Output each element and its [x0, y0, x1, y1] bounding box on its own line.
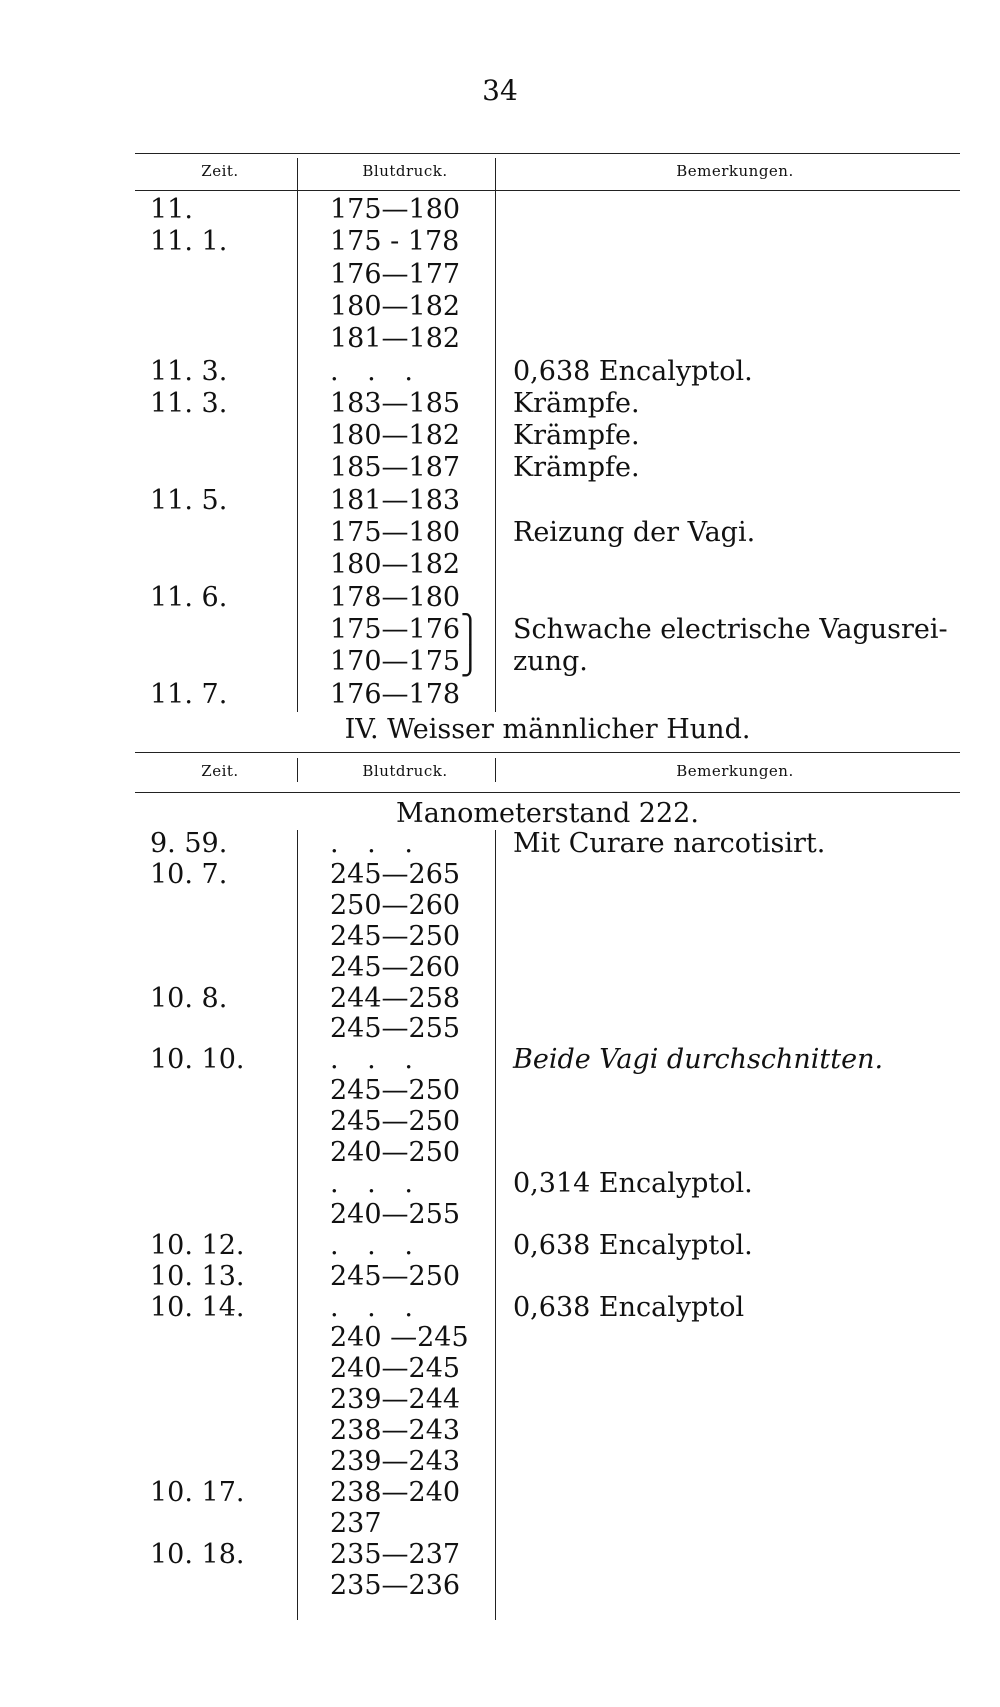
cell-blutdruck: 175—180: [330, 517, 461, 548]
cell-blutdruck: 245—255: [330, 1013, 461, 1045]
header-bemerkungen: Bemerkungen.: [676, 162, 794, 180]
cell-bemerkungen: Krämpfe.: [513, 420, 640, 452]
cell-bemerkungen: Schwache electrische Vagusrei-: [513, 613, 948, 645]
cell-bemerkungen: 0,314 Encalyptol.: [513, 1167, 753, 1199]
cell-bemerkungen: 0,638 Encalyptol: [513, 1291, 745, 1323]
table-row: [135, 582, 960, 613]
table-row: [135, 646, 960, 677]
table-row: [135, 1230, 960, 1261]
table-row: [135, 485, 960, 516]
cell-blutdruck: 235—237: [330, 1538, 461, 1570]
table-row: [135, 859, 960, 890]
cell-blutdruck: . . .: [330, 828, 423, 859]
cell-blutdruck: 245—250: [330, 1106, 461, 1138]
cell-blutdruck: 176—178: [330, 678, 461, 710]
section-title: IV. Weisser männlicher Hund.: [344, 714, 751, 745]
header2-blutdruck: Blutdruck.: [362, 762, 448, 780]
table2-header-bottom-rule: [135, 792, 960, 793]
cell-blutdruck: 250—260: [330, 889, 461, 921]
table-row: [135, 921, 960, 952]
table2-column-divider-2: [495, 758, 496, 782]
cell-blutdruck: . . .: [330, 1044, 423, 1076]
table-row: [135, 517, 960, 548]
cell-blutdruck: 238—243: [330, 1415, 461, 1447]
table-row: [135, 1539, 960, 1570]
table-row: [135, 983, 960, 1014]
table-row: [135, 388, 960, 419]
cell-blutdruck: 240—255: [330, 1198, 461, 1230]
cell-bemerkungen: Reizung der Vagi.: [513, 517, 756, 548]
cell-zeit: 10. 8.: [150, 982, 228, 1014]
table-row: [135, 1415, 960, 1446]
cell-blutdruck: 245—250: [330, 1260, 461, 1292]
table-row: [135, 323, 960, 354]
page-number: 34: [482, 74, 518, 107]
cell-blutdruck: . . .: [330, 1229, 423, 1261]
header2-zeit: Zeit.: [201, 762, 239, 780]
table-top-rule: [135, 153, 960, 154]
cell-blutdruck: 181—183: [330, 484, 461, 516]
cell-blutdruck: . . .: [330, 355, 423, 387]
cell-blutdruck: 239—244: [330, 1384, 461, 1416]
table-row: [135, 420, 960, 451]
table-row: [135, 1261, 960, 1292]
cell-blutdruck: 175—180: [330, 194, 461, 225]
table-row: [135, 1353, 960, 1384]
cell-bemerkungen: zung.: [513, 646, 588, 678]
cell-zeit: 11.: [150, 194, 193, 225]
cell-zeit: 11. 3.: [150, 387, 228, 419]
table-row: [135, 452, 960, 483]
table-row: [135, 291, 960, 322]
table-row: [135, 1137, 960, 1168]
cell-blutdruck: 180—182: [330, 420, 461, 452]
cell-blutdruck: 237: [330, 1507, 382, 1539]
cell-zeit: 10. 10.: [150, 1044, 245, 1076]
cell-bemerkungen: Beide Vagi durchschnitten.: [513, 1044, 884, 1076]
cell-zeit: 10. 13.: [150, 1260, 245, 1292]
cell-zeit: 10. 14.: [150, 1291, 245, 1323]
table-row: [135, 1199, 960, 1230]
table-row: [135, 1168, 960, 1199]
cell-zeit: 11. 3.: [150, 355, 228, 387]
table-row: [135, 1570, 960, 1601]
table-row: [135, 1384, 960, 1415]
table-row: [135, 1106, 960, 1137]
table2-top-rule: [135, 752, 960, 753]
table-row: [135, 679, 960, 710]
header-blutdruck: Blutdruck.: [362, 162, 448, 180]
cell-zeit: 11. 5.: [150, 484, 228, 516]
cell-blutdruck: 175 - 178: [330, 226, 460, 258]
table-blood-pressure-1: [135, 150, 960, 730]
cell-blutdruck: 178—180: [330, 581, 461, 613]
table-row: [135, 1075, 960, 1106]
cell-blutdruck: 245—265: [330, 858, 461, 890]
cell-blutdruck: 183—185: [330, 387, 461, 419]
cell-zeit: 10. 7.: [150, 858, 228, 890]
cell-zeit: 9. 59.: [150, 828, 228, 859]
cell-blutdruck: 180—182: [330, 290, 461, 322]
cell-blutdruck: 238—240: [330, 1476, 461, 1508]
cell-bemerkungen: Krämpfe.: [513, 452, 640, 484]
table-row: [135, 828, 960, 859]
header-bottom-rule: [135, 190, 960, 191]
cell-bemerkungen: Krämpfe.: [513, 387, 640, 419]
table-row: [135, 226, 960, 257]
table-row: [135, 1322, 960, 1353]
cell-zeit: 10. 17.: [150, 1476, 245, 1508]
cell-blutdruck: . . .: [330, 1291, 423, 1323]
cell-blutdruck: 240—250: [330, 1137, 461, 1168]
cell-blutdruck: 240 —245: [330, 1322, 469, 1354]
table-row: [135, 1477, 960, 1508]
cell-blutdruck: 180—182: [330, 549, 461, 581]
table-row: [135, 1446, 960, 1477]
table-row: [135, 1044, 960, 1075]
cell-bemerkungen: 0,638 Encalyptol.: [513, 1229, 753, 1261]
cell-zeit: 11. 6.: [150, 581, 228, 613]
cell-blutdruck: 175—176⎫: [330, 613, 481, 645]
cell-zeit: 10. 12.: [150, 1229, 245, 1261]
cell-blutdruck: 185—187: [330, 452, 461, 484]
table-row: [135, 952, 960, 983]
table-row: [135, 356, 960, 387]
table-row: [135, 614, 960, 645]
table-row: [135, 890, 960, 921]
cell-blutdruck: . . .: [330, 1167, 423, 1199]
header2-bemerkungen: Bemerkungen.: [676, 762, 794, 780]
cell-blutdruck: 176—177: [330, 258, 461, 290]
cell-blutdruck: 244—258: [330, 982, 461, 1014]
table-row: [135, 1292, 960, 1323]
cell-zeit: 11. 1.: [150, 226, 228, 258]
cell-zeit: 10. 18.: [150, 1538, 245, 1570]
cell-bemerkungen: Mit Curare narcotisirt.: [513, 828, 826, 859]
table-row: [135, 1013, 960, 1044]
table-row: [135, 1508, 960, 1539]
header-zeit: Zeit.: [201, 162, 239, 180]
table-row: [135, 259, 960, 290]
manometer-reading: Manometerstand 222.: [396, 798, 699, 829]
cell-blutdruck: 235—236: [330, 1569, 461, 1601]
table2-column-divider-1: [297, 758, 298, 782]
cell-bemerkungen: 0,638 Encalyptol.: [513, 355, 753, 387]
table-row: [135, 549, 960, 580]
cell-blutdruck: 245—260: [330, 951, 461, 983]
cell-blutdruck: 245—250: [330, 920, 461, 952]
cell-blutdruck: 170—175⎭: [330, 646, 481, 678]
cell-zeit: 11. 7.: [150, 678, 228, 710]
cell-blutdruck: 245—250: [330, 1075, 461, 1107]
cell-blutdruck: 181—182: [330, 323, 461, 355]
table-blood-pressure-2: [135, 748, 960, 1628]
table-row: [135, 194, 960, 225]
cell-blutdruck: 240—245: [330, 1353, 461, 1385]
cell-blutdruck: 239—243: [330, 1446, 461, 1477]
